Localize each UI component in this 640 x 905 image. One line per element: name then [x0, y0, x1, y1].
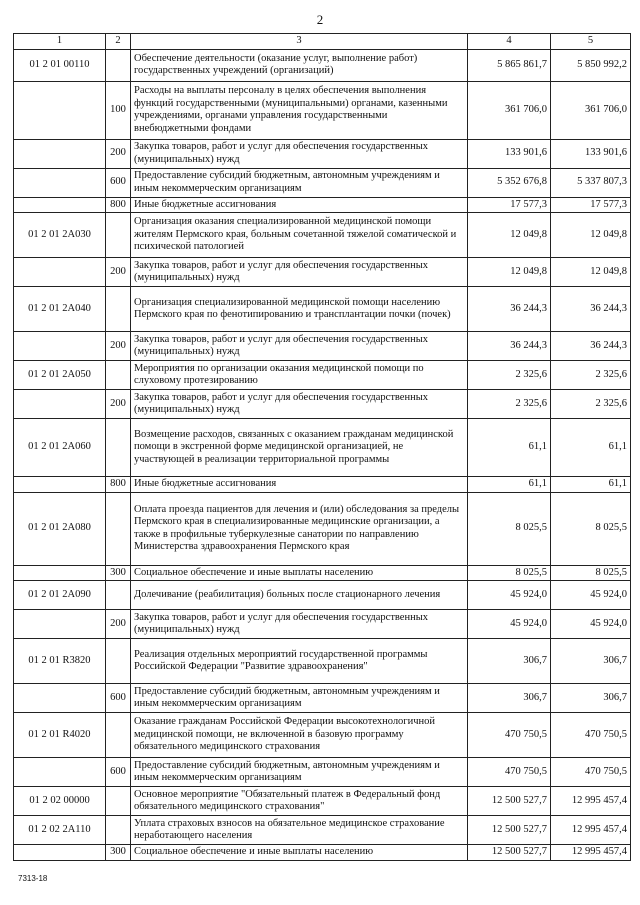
cell-amount-2: 17 577,3: [551, 197, 631, 213]
cell-expense-kind: [106, 581, 131, 610]
cell-target-code: 01 2 02 00000: [14, 787, 106, 816]
cell-amount-1: 61,1: [468, 419, 551, 477]
page-number: 2: [316, 12, 324, 27]
cell-description: Закупка товаров, работ и услуг для обеспечения государственных (муниципальных) нужд: [131, 390, 468, 419]
table-row: [14, 684, 631, 713]
cell-amount-2: 36 244,3: [551, 332, 631, 361]
document-code: 7313-18: [18, 874, 48, 883]
cell-description: Социальное обеспечение и иные выплаты населению: [131, 845, 468, 861]
cell-target-code: [14, 758, 106, 787]
cell-expense-kind: 300: [106, 845, 131, 861]
cell-amount-2: 12 995 457,4: [551, 845, 631, 861]
cell-description: Реализация отдельных мероприятий государственной программы Российской Федерации "Развитие здравоохранения": [131, 639, 468, 684]
cell-amount-2: 470 750,5: [551, 713, 631, 758]
cell-target-code: 01 2 01 R4020: [14, 713, 106, 758]
table-row: [14, 713, 631, 758]
cell-description: Иные бюджетные ассигнования: [131, 477, 468, 493]
cell-amount-1: 361 706,0: [468, 81, 551, 139]
table-row: [14, 168, 631, 197]
cell-amount-2: 45 924,0: [551, 581, 631, 610]
cell-target-code: [14, 684, 106, 713]
cell-amount-2: 61,1: [551, 477, 631, 493]
table-row: [14, 610, 631, 639]
cell-description: Организация специализированной медицинской помощи населению Пермского края по фенотипированию и трансплантации почки (почек): [131, 287, 468, 332]
cell-description: Закупка товаров, работ и услуг для обеспечения государственных (муниципальных) нужд: [131, 139, 468, 168]
cell-expense-kind: 300: [106, 565, 131, 581]
cell-amount-2: 36 244,3: [551, 287, 631, 332]
column-header-amount-2: 5: [551, 34, 631, 50]
cell-expense-kind: 800: [106, 197, 131, 213]
table-row: [14, 581, 631, 610]
cell-amount-2: 12 049,8: [551, 213, 631, 258]
cell-amount-1: 306,7: [468, 684, 551, 713]
cell-expense-kind: 600: [106, 168, 131, 197]
table-row: [14, 492, 631, 565]
cell-description: Расходы на выплаты персоналу в целях обеспечения выполнения функций государственными (муниципальными) органами, казенными учреждениями, органами управления государственными внебюджетными фондами: [131, 81, 468, 139]
cell-amount-2: 306,7: [551, 684, 631, 713]
cell-description: Иные бюджетные ассигнования: [131, 197, 468, 213]
cell-target-code: 01 2 01 2А060: [14, 419, 106, 477]
cell-amount-2: 12 049,8: [551, 258, 631, 287]
cell-target-code: [14, 565, 106, 581]
cell-description: Возмещение расходов, связанных с оказанием гражданам медицинской помощи в экстренной форме медицинской организацией, не участвующей в реализации территориальной программы: [131, 419, 468, 477]
cell-target-code: 01 2 01 00110: [14, 49, 106, 81]
column-header-code: 1: [14, 34, 106, 50]
cell-amount-2: 5 850 992,2: [551, 49, 631, 81]
cell-expense-kind: 800: [106, 477, 131, 493]
cell-target-code: [14, 168, 106, 197]
cell-expense-kind: 100: [106, 81, 131, 139]
cell-amount-1: 2 325,6: [468, 390, 551, 419]
cell-description: Социальное обеспечение и иные выплаты населению: [131, 565, 468, 581]
table-header-row: [14, 34, 631, 50]
cell-amount-1: 12 500 527,7: [468, 845, 551, 861]
cell-amount-2: 5 337 807,3: [551, 168, 631, 197]
table-row: [14, 639, 631, 684]
cell-expense-kind: [106, 639, 131, 684]
cell-amount-1: 45 924,0: [468, 610, 551, 639]
table-row: [14, 287, 631, 332]
column-header-description: 3: [131, 34, 468, 50]
cell-amount-2: 133 901,6: [551, 139, 631, 168]
cell-amount-2: 8 025,5: [551, 492, 631, 565]
table-row: [14, 787, 631, 816]
table-body: [14, 49, 631, 860]
cell-amount-1: 45 924,0: [468, 581, 551, 610]
cell-target-code: [14, 81, 106, 139]
table-row: [14, 390, 631, 419]
table-row: [14, 213, 631, 258]
cell-expense-kind: [106, 713, 131, 758]
cell-target-code: 01 2 02 2А110: [14, 816, 106, 845]
cell-amount-1: 470 750,5: [468, 758, 551, 787]
cell-target-code: 01 2 01 R3820: [14, 639, 106, 684]
cell-expense-kind: [106, 492, 131, 565]
cell-description: Закупка товаров, работ и услуг для обеспечения государственных (муниципальных) нужд: [131, 258, 468, 287]
cell-amount-2: 8 025,5: [551, 565, 631, 581]
cell-amount-1: 8 025,5: [468, 492, 551, 565]
cell-amount-1: 36 244,3: [468, 332, 551, 361]
cell-description: Уплата страховых взносов на обязательное медицинское страхование неработающего населения: [131, 816, 468, 845]
cell-amount-1: 12 500 527,7: [468, 816, 551, 845]
cell-amount-1: 12 049,8: [468, 258, 551, 287]
cell-amount-2: 12 995 457,4: [551, 787, 631, 816]
cell-description: Обеспечение деятельности (оказание услуг, выполнение работ) государственных учреждений (организаций): [131, 49, 468, 81]
cell-expense-kind: 200: [106, 610, 131, 639]
table-row: [14, 258, 631, 287]
cell-expense-kind: [106, 361, 131, 390]
cell-target-code: 01 2 01 2А080: [14, 492, 106, 565]
cell-amount-1: 470 750,5: [468, 713, 551, 758]
table-row: [14, 816, 631, 845]
cell-target-code: 01 2 01 2А050: [14, 361, 106, 390]
cell-target-code: 01 2 01 2А040: [14, 287, 106, 332]
cell-amount-1: 12 500 527,7: [468, 787, 551, 816]
cell-target-code: 01 2 01 2А090: [14, 581, 106, 610]
column-header-amount-1: 4: [468, 34, 551, 50]
cell-description: Предоставление субсидий бюджетным, автономным учреждениям и иным некоммерческим организациям: [131, 684, 468, 713]
table-row: [14, 419, 631, 477]
cell-expense-kind: [106, 816, 131, 845]
cell-target-code: [14, 610, 106, 639]
cell-target-code: [14, 139, 106, 168]
table-row: [14, 845, 631, 861]
cell-amount-1: 133 901,6: [468, 139, 551, 168]
cell-amount-2: 306,7: [551, 639, 631, 684]
cell-amount-1: 5 352 676,8: [468, 168, 551, 197]
cell-amount-2: 361 706,0: [551, 81, 631, 139]
cell-target-code: [14, 197, 106, 213]
cell-amount-1: 5 865 861,7: [468, 49, 551, 81]
table-row: [14, 565, 631, 581]
cell-amount-2: 470 750,5: [551, 758, 631, 787]
cell-expense-kind: [106, 49, 131, 81]
cell-target-code: [14, 332, 106, 361]
cell-expense-kind: [106, 419, 131, 477]
cell-description: Организация оказания специализированной медицинской помощи жителям Пермского края, больным сочетанной тяжелой соматической и психической патологией: [131, 213, 468, 258]
cell-amount-1: 17 577,3: [468, 197, 551, 213]
cell-description: Основное мероприятие "Обязательный платеж в Федеральный фонд обязательного медицинского страхования": [131, 787, 468, 816]
cell-expense-kind: [106, 787, 131, 816]
cell-amount-2: 2 325,6: [551, 361, 631, 390]
cell-expense-kind: [106, 287, 131, 332]
table-row: [14, 758, 631, 787]
cell-target-code: [14, 845, 106, 861]
table-row: [14, 139, 631, 168]
cell-expense-kind: 200: [106, 390, 131, 419]
cell-expense-kind: 600: [106, 758, 131, 787]
cell-description: Оказание гражданам Российской Федерации высокотехнологичной медицинской помощи, не включенной в базовую программу обязательного медицинского страхования: [131, 713, 468, 758]
cell-target-code: [14, 258, 106, 287]
table-row: [14, 332, 631, 361]
cell-amount-2: 2 325,6: [551, 390, 631, 419]
cell-amount-1: 8 025,5: [468, 565, 551, 581]
cell-target-code: [14, 477, 106, 493]
cell-description: Долечивание (реабилитация) больных после стационарного лечения: [131, 581, 468, 610]
cell-amount-2: 45 924,0: [551, 610, 631, 639]
cell-expense-kind: 200: [106, 258, 131, 287]
cell-expense-kind: [106, 213, 131, 258]
cell-description: Закупка товаров, работ и услуг для обеспечения государственных (муниципальных) нужд: [131, 332, 468, 361]
cell-amount-1: 61,1: [468, 477, 551, 493]
cell-description: Закупка товаров, работ и услуг для обеспечения государственных (муниципальных) нужд: [131, 610, 468, 639]
cell-target-code: 01 2 01 2А030: [14, 213, 106, 258]
budget-table: [13, 33, 631, 861]
cell-amount-2: 61,1: [551, 419, 631, 477]
table-row: [14, 81, 631, 139]
cell-description: Предоставление субсидий бюджетным, автономным учреждениям и иным некоммерческим организациям: [131, 758, 468, 787]
cell-amount-1: 2 325,6: [468, 361, 551, 390]
cell-amount-1: 306,7: [468, 639, 551, 684]
table-row: [14, 197, 631, 213]
cell-target-code: [14, 390, 106, 419]
column-header-kind: 2: [106, 34, 131, 50]
cell-amount-1: 36 244,3: [468, 287, 551, 332]
table-row: [14, 361, 631, 390]
cell-expense-kind: 600: [106, 684, 131, 713]
table-row: [14, 477, 631, 493]
cell-expense-kind: 200: [106, 139, 131, 168]
cell-description: Предоставление субсидий бюджетным, автономным учреждениям и иным некоммерческим организациям: [131, 168, 468, 197]
cell-description: Мероприятия по организации оказания медицинской помощи по слуховому протезированию: [131, 361, 468, 390]
table-row: [14, 49, 631, 81]
cell-description: Оплата проезда пациентов для лечения и (или) обследования за пределы Пермского края в специализированные медицинские организации, а также в профильные туберкулезные санатории по направлению Министерства здравоохранения Пермского края: [131, 492, 468, 565]
cell-amount-2: 12 995 457,4: [551, 816, 631, 845]
cell-amount-1: 12 049,8: [468, 213, 551, 258]
cell-expense-kind: 200: [106, 332, 131, 361]
